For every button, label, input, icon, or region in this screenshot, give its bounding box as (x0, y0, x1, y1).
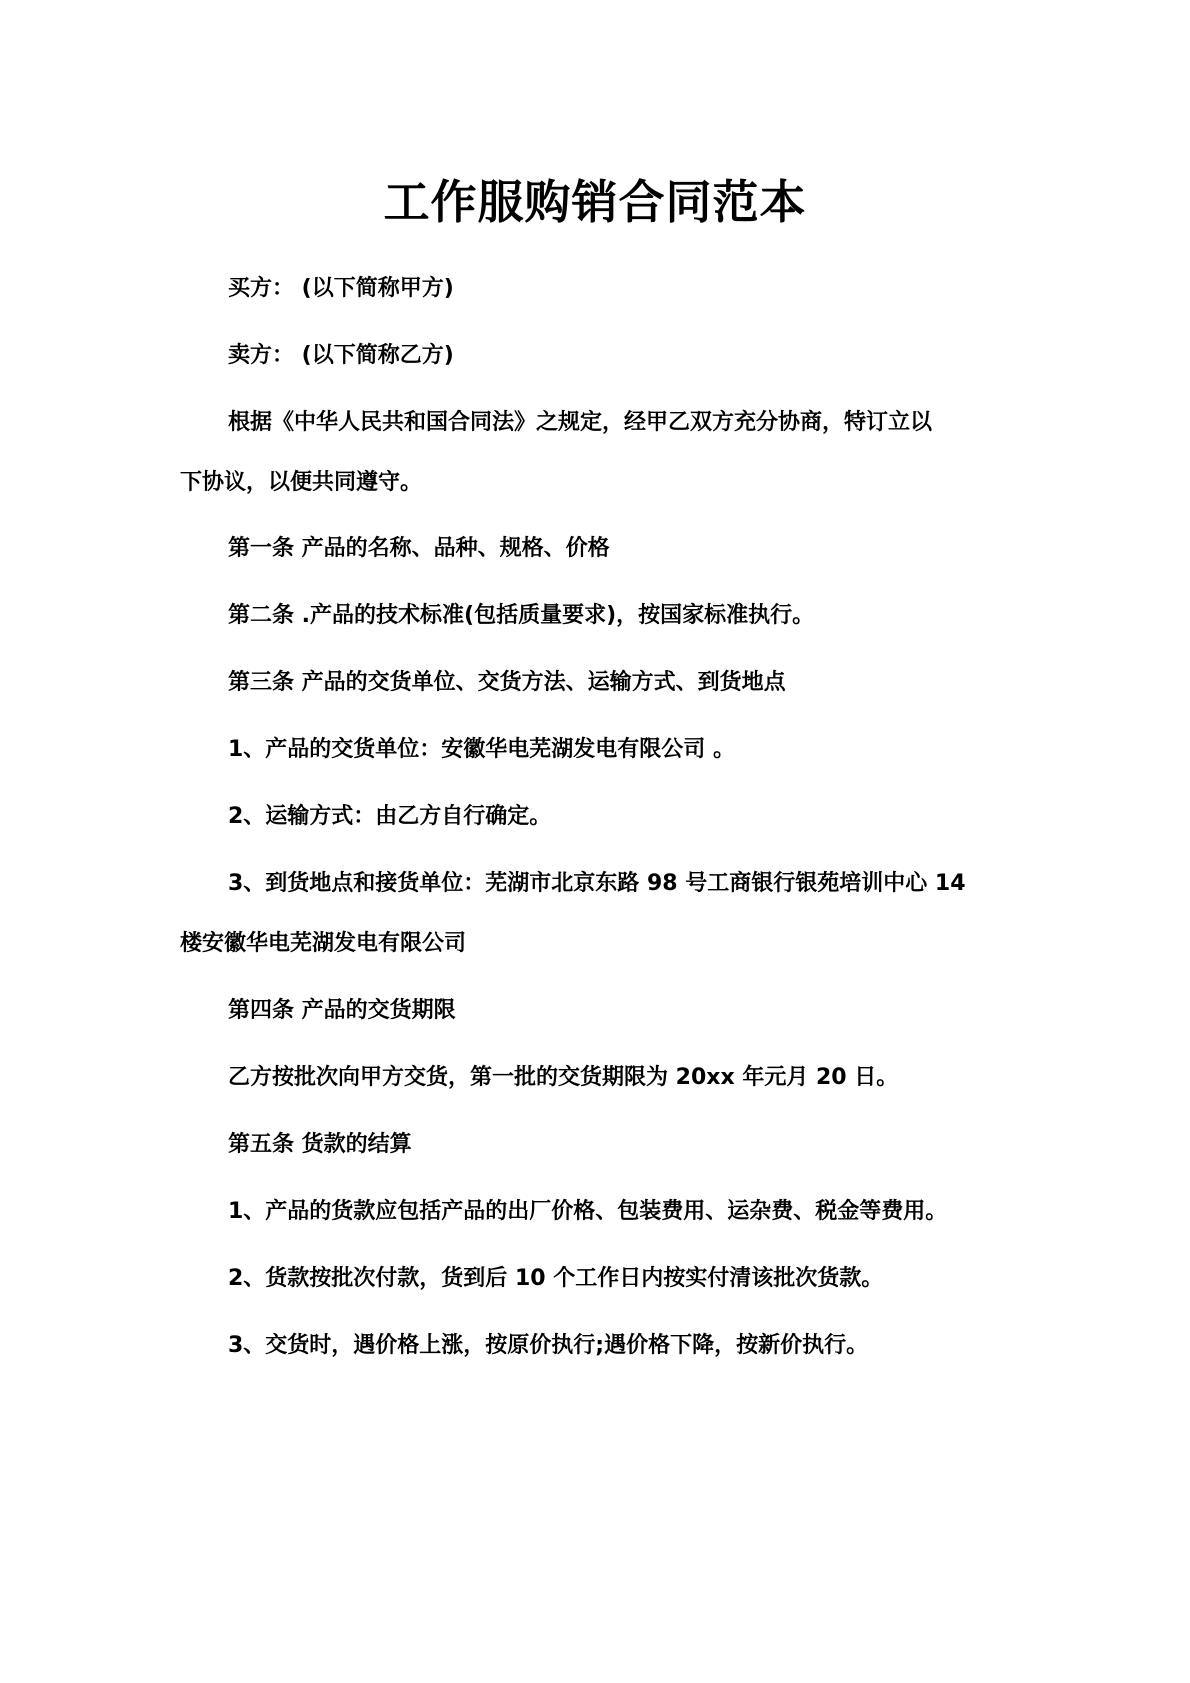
article-3-item-1: 1、产品的交货单位：安徽华电芜湖发电有限公司 。 (228, 737, 735, 762)
seller-line: 卖方： (以下简称乙方) (228, 343, 454, 368)
article-5-item-2: 2、货款按批次付款，货到后 10 个工作日内按实付清该批次货款。 (228, 1266, 884, 1291)
article-4-heading: 第四条 产品的交货期限 (228, 998, 456, 1023)
article-3-item-3-line-1: 3、到货地点和接货单位：芜湖市北京东路 98 号工商银行银苑培训中心 14 (228, 871, 966, 896)
article-3-item-3 (180, 866, 1020, 962)
article-4-body: 乙方按批次向甲方交货，第一批的交货期限为 20xx 年元月 20 日。 (228, 1065, 899, 1090)
article-5-item-1: 1、产品的货款应包括产品的出厂价格、包装费用、运杂费、税金等费用。 (228, 1199, 948, 1224)
document-title: 工作服购销合同范本 (383, 175, 807, 229)
article-5-item-3: 3、交货时，遇价格上涨，按原价执行;遇价格下降，按新价执行。 (228, 1333, 869, 1358)
article-3-heading: 第三条 产品的交货单位、交货方法、运输方式、到货地点 (228, 670, 786, 695)
article-3-item-3-line-2: 楼安徽华电芜湖发电有限公司 (180, 931, 467, 956)
article-3-item-2: 2、运输方式：由乙方自行确定。 (228, 804, 552, 829)
preamble-line-2: 下协议，以便共同遵守。 (180, 470, 423, 495)
article-2-heading: 第二条 .产品的技术标准(包括质量要求)，按国家标准执行。 (228, 603, 815, 628)
preamble-line-1: 根据《中华人民共和国合同法》之规定，经甲乙双方充分协商，特订立以 (228, 410, 933, 435)
article-1-heading: 第一条 产品的名称、品种、规格、价格 (228, 536, 610, 561)
article-5-heading: 第五条 货款的结算 (228, 1132, 412, 1157)
preamble-paragraph (180, 405, 1020, 501)
buyer-line: 买方： (以下简称甲方) (228, 276, 454, 301)
